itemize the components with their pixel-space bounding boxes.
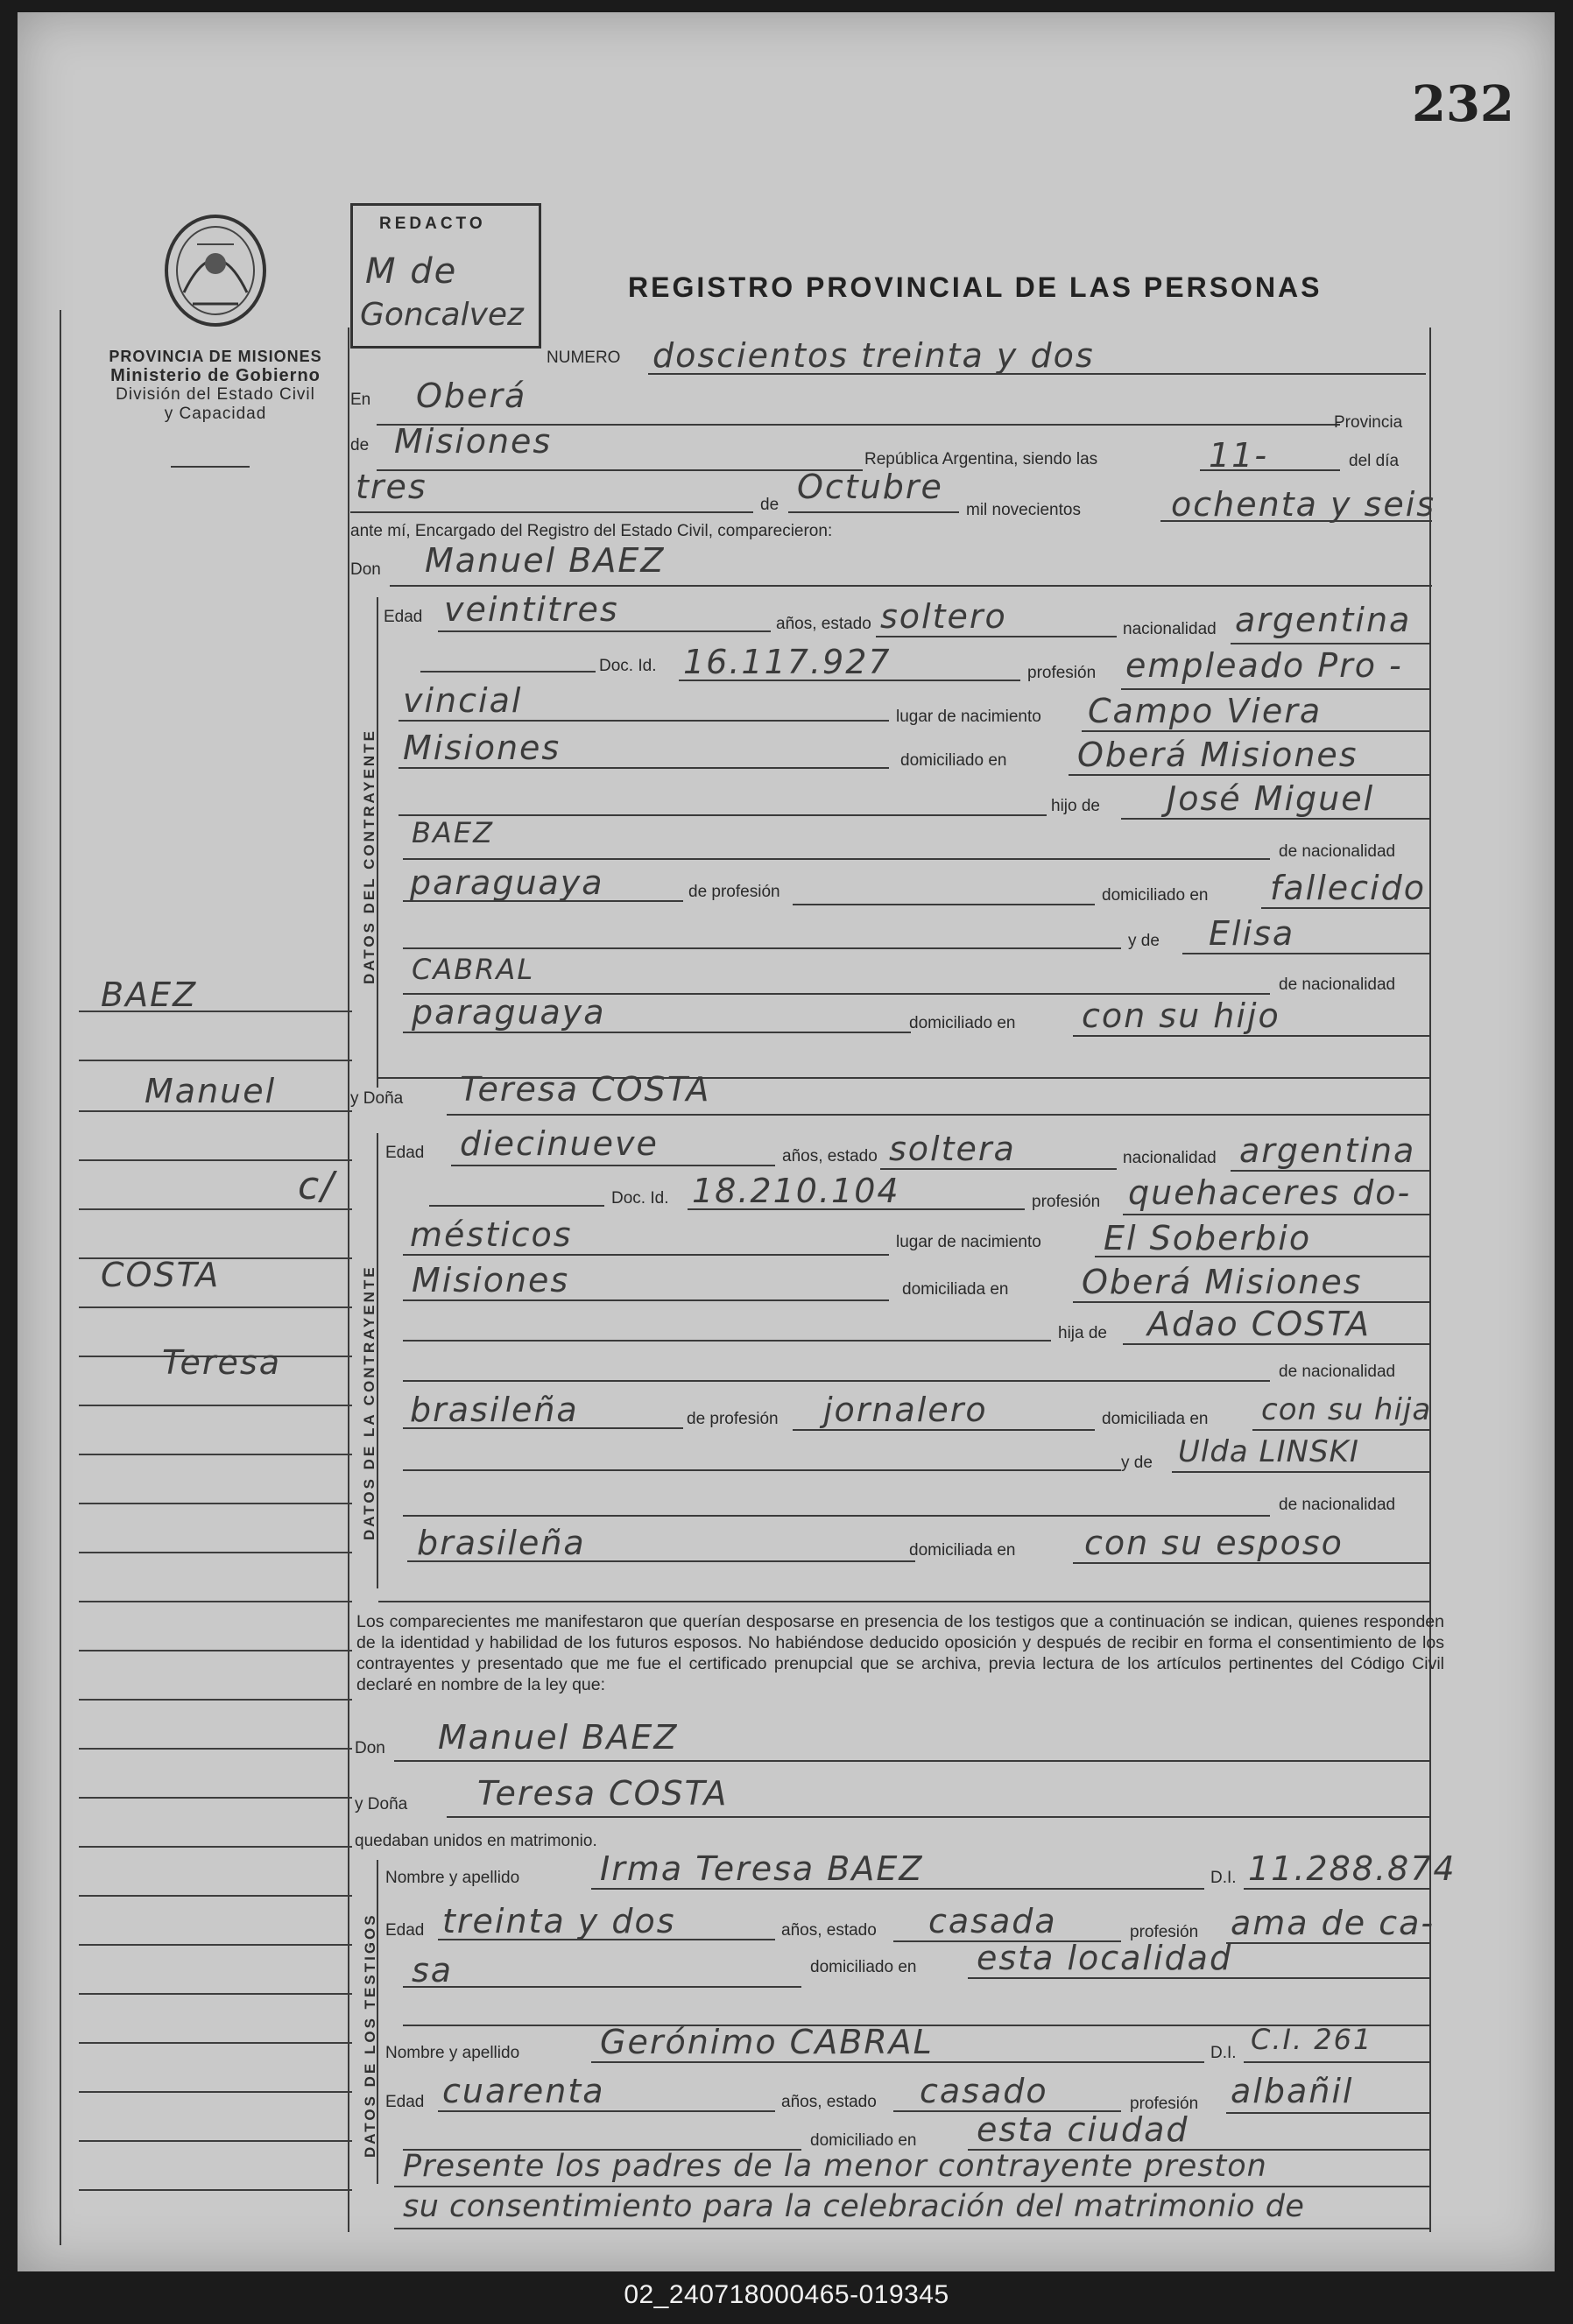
registry-title: REGISTRO PROVINCIAL DE LAS PERSONAS [628, 271, 1323, 303]
cta-madre-b-line [403, 1515, 1270, 1517]
contrayenta-nombre: Teresa COSTA [460, 1070, 711, 1109]
edad-label-4: Edad [385, 2093, 425, 2111]
contrayente-profesion-b: vincial [403, 681, 523, 720]
y-dona-label: y Doña [350, 1089, 404, 1108]
testigo1-profesion-a: ama de ca- [1231, 1904, 1435, 1942]
mes-value: Octubre [797, 468, 943, 506]
t2-prof-line [1226, 2112, 1429, 2114]
cta-padre-prof-line [793, 1429, 1095, 1431]
contrayente-nombre-line [390, 585, 1432, 587]
don-label-2: Don [355, 1739, 385, 1757]
cte-edad-line [438, 630, 771, 632]
contrayenta-lugar-nac-b: Misiones [412, 1261, 570, 1299]
cta-prof-b-line [403, 1254, 889, 1256]
cta-padre-dom-line [1252, 1429, 1429, 1431]
cte-padre-line [1121, 818, 1429, 820]
cte-lugar-line [1082, 730, 1430, 732]
t2-nombre-line [591, 2061, 1204, 2063]
contrayenta-madre: Ulda LINSKI [1178, 1434, 1359, 1469]
side-label-contrayente: DATOS DEL CONTRAYENTE [361, 729, 377, 984]
testigo2-nombre: Gerónimo CABRAL [600, 2023, 934, 2061]
cte-prof-b-line [399, 720, 889, 722]
cta-doc-line [688, 1208, 1025, 1210]
agency-capacity: y Capacidad [164, 405, 267, 423]
cta-edad-line [451, 1165, 775, 1166]
de-nacionalidad-label: de nacionalidad [1279, 842, 1396, 861]
margin-name-1: Manuel [145, 1072, 277, 1110]
hija-de-label: hija de [1058, 1324, 1107, 1342]
contrayente-estado: soltero [880, 597, 1007, 636]
margin-surname-1: BAEZ [101, 975, 198, 1014]
testigo1-nombre: Irma Teresa BAEZ [600, 1849, 924, 1888]
agency-division: División del Estado Civil [116, 385, 315, 404]
contrayente-padre-nac: paraguaya [410, 863, 604, 902]
agency-ministry: Ministerio de Gobierno [110, 366, 321, 385]
domiciliada-en-label-2: domiciliada en [1102, 1410, 1209, 1428]
contrayenta-padre-nac: brasileña [410, 1391, 579, 1429]
left-margin-rule [60, 310, 61, 2245]
agency-divider [171, 466, 250, 468]
contrayente-lugar-nac-a: Campo Viera [1088, 692, 1323, 730]
cta-padre-b-line [403, 1380, 1270, 1382]
cte-madre-dom-line [1073, 1035, 1429, 1037]
cte-doc-line [679, 680, 1020, 681]
contrayente-madre-dom: con su hijo [1082, 997, 1280, 1035]
contrayente-madre-b: CABRAL [412, 953, 535, 986]
contrayenta-madre-dom: con su esposo [1084, 1524, 1344, 1562]
declaration-don: Manuel BAEZ [438, 1718, 679, 1757]
provincia-label: Provincia [1334, 413, 1403, 432]
contrayenta-edad: diecinueve [460, 1124, 659, 1163]
provincia-value: Misiones [394, 422, 553, 461]
testigo1-edad: treinta y dos [442, 1902, 676, 1940]
hijo-de-label: hijo de [1051, 797, 1100, 815]
t1-nombre-line [591, 1888, 1204, 1890]
contrayente-domicilio: Oberá Misiones [1077, 736, 1358, 774]
hora-value: 11- [1209, 436, 1269, 475]
redacto-label: REDACTO [379, 215, 486, 233]
testigo2-di: C.I. 261 [1251, 2023, 1373, 2056]
contrayenta-estado: soltera [889, 1130, 1016, 1168]
contrayenta-nacionalidad: argentina [1239, 1131, 1416, 1170]
lugar-nacimiento-label: lugar de nacimiento [896, 708, 1041, 726]
contrayenta-profesion-a: quehaceres do- [1128, 1173, 1412, 1212]
y-dona-label-2: y Doña [355, 1795, 408, 1813]
cta-lugar-line [1095, 1256, 1429, 1257]
provincia-line [377, 469, 863, 471]
lugar-nacimiento-label-2: lugar de nacimiento [896, 1233, 1041, 1251]
redacto-name-2: Goncalvez [360, 297, 524, 333]
dia-value: tres [356, 468, 427, 506]
quedaban-label: quedaban unidos en matrimonio. [355, 1832, 597, 1850]
testigo1-domicilio: esta localidad [977, 1939, 1233, 1977]
cte-padre-b-line [403, 858, 1270, 860]
di-label: D.I. [1210, 1869, 1237, 1887]
testigo1-estado: casada [928, 1902, 1057, 1940]
contrayente-profesion-a: empleado Pro - [1125, 646, 1403, 685]
nacionalidad-label: nacionalidad [1123, 620, 1217, 638]
di-label-2: D.I. [1210, 2044, 1237, 2062]
cta-end-line [378, 1601, 1429, 1602]
cta-madre-pre-line [403, 1469, 1121, 1471]
cte-madre-nac-line [403, 1032, 911, 1033]
form-right-rule [1429, 327, 1431, 2232]
cta-nac-line [1231, 1170, 1430, 1172]
contrayenta-profesion-b: mésticos [410, 1215, 573, 1254]
t2-di-line [1244, 2061, 1429, 2063]
contrayenta-padre: Adao COSTA [1147, 1305, 1372, 1343]
de-profesion-label-2: de profesión [687, 1410, 779, 1428]
cta-padre-nac-line [403, 1427, 683, 1429]
anos-estado-label-4: años, estado [781, 2093, 877, 2111]
contrayente-nacionalidad: argentina [1235, 601, 1412, 639]
cta-dom-line [1073, 1301, 1429, 1303]
edad-label-2: Edad [385, 1144, 425, 1162]
contrayenta-padre-prof: jornalero [823, 1391, 988, 1429]
cte-prof-line [1121, 688, 1429, 690]
cte-hijo-pre-line [399, 814, 1047, 816]
contrayente-lugar-nac-b: Misiones [403, 729, 561, 767]
cta-nombre-line [447, 1114, 1429, 1116]
side-label-testigos: DATOS DE LOS TESTIGOS [362, 1912, 378, 2158]
contrayenta-doc: 18.210.104 [692, 1172, 900, 1210]
form-left-rule [348, 327, 349, 2232]
t2-edad-line [438, 2110, 775, 2112]
contrayente-padre-b: BAEZ [412, 816, 494, 849]
de-nacionalidad-label-2: de nacionalidad [1279, 975, 1396, 994]
t1-dom-line [968, 1977, 1429, 1979]
testigo2-profesion: albañil [1231, 2072, 1354, 2110]
lugar-value: Oberá [416, 377, 527, 415]
de-label: de [350, 436, 370, 454]
profesion-label-4: profesión [1130, 2095, 1199, 2113]
cta-madre-dom-line [1073, 1562, 1429, 1564]
cta-hija-pre-line [403, 1340, 1051, 1342]
de-mes-label: de [760, 496, 779, 514]
del-dia-label: del día [1349, 452, 1400, 470]
hora-line [1200, 469, 1340, 471]
legal-paragraph: Los comparecientes me manifestaron que querían desposarse en presencia de los testigos que a continuación se indican, quienes responden de la identidad y habilidad de los futuros esposos. No habiéndose deducido oposición y después de recibir en forma el consentimiento de los contrayentes y presentado que me fue el certificado prenupcial que se archiva, previa lectura de los artículos pertinentes del Código Civil declaré en nombre de la ley que: [356, 1612, 1444, 1694]
contrayente-madre-nac: paraguaya [412, 993, 606, 1032]
testigo1-di: 11.288.874 [1248, 1849, 1457, 1888]
domiciliado-en-struck-label: domiciliado en [909, 1014, 1016, 1032]
testigo2-domicilio: esta ciudad [977, 2110, 1189, 2149]
anos-estado-label-2: años, estado [782, 1147, 878, 1166]
contrayente-nombre: Manuel BAEZ [425, 541, 666, 580]
numero-label: NUMERO [547, 349, 621, 367]
domiciliada-en-label: domiciliada en [902, 1280, 1009, 1299]
t1-prof-b-line [403, 1986, 801, 1988]
margin-surname-2: COSTA [101, 1256, 221, 1294]
cta-madre-line [1172, 1471, 1429, 1473]
edad-label-3: Edad [385, 1921, 425, 1940]
domiciliado-en-label-3: domiciliado en [810, 1958, 917, 1976]
contrayente-madre-a: Elisa [1209, 914, 1295, 953]
profesion-label: profesión [1027, 664, 1097, 682]
dia-line [350, 511, 753, 513]
anio-line [1160, 520, 1432, 522]
domiciliado-en-label-4: domiciliado en [810, 2131, 917, 2150]
cte-dom-line [1069, 774, 1429, 776]
contrayente-edad: veintitres [444, 590, 619, 629]
contrayenta-madre-nac: brasileña [417, 1524, 586, 1562]
document-page [18, 12, 1555, 2271]
cta-madre-nac-line [407, 1560, 915, 1562]
contrayenta-lugar-nac-a: El Soberbio [1104, 1219, 1312, 1257]
cte-padre-nac-line [403, 900, 683, 902]
cta-padre-line [1123, 1343, 1429, 1345]
nacionalidad-label-2: nacionalidad [1123, 1149, 1217, 1167]
note-line-2: su consentimiento para la celebración del matrimonio de [403, 2189, 1305, 2224]
side-label-contrayenta: DATOS DE LA CONTRAYENTE [361, 1264, 377, 1540]
domiciliada-en-struck-label: domiciliada en [909, 1541, 1016, 1560]
cta-prof-line [1123, 1214, 1429, 1215]
t1-di-line [1244, 1888, 1429, 1890]
nombre-apellido-label: Nombre y apellido [385, 1869, 520, 1887]
cte-estado-line [876, 636, 1117, 637]
margin-name-2: Teresa [162, 1343, 281, 1382]
numero-value: doscientos treinta y dos [652, 336, 1095, 375]
profesion-label-3: profesión [1130, 1923, 1199, 1941]
agency-block [79, 347, 352, 424]
republica-label: República Argentina, siendo las [864, 450, 1098, 468]
edad-label: Edad [384, 608, 423, 626]
doc-id-label-2: Doc. Id. [611, 1189, 669, 1208]
testigo2-estado: casado [920, 2072, 1048, 2110]
t1-edad-line [438, 1939, 775, 1940]
cta-estado-line [880, 1168, 1117, 1170]
decl-don-line [394, 1760, 1429, 1762]
scan-identifier: 02_240718000465-019345 [624, 2280, 949, 2309]
testigo2-edad: cuarenta [442, 2072, 605, 2110]
provincial-seal-logo [158, 209, 273, 332]
cta-doc-pre-line [429, 1205, 604, 1207]
note-1-line [394, 2186, 1429, 2187]
domiciliado-en-label: domiciliado en [900, 751, 1007, 770]
margin-conj: c/ [298, 1164, 336, 1208]
cte-nac-line [1231, 643, 1430, 644]
anos-estado-label: años, estado [776, 615, 871, 633]
domiciliado-en-label-2: domiciliado en [1102, 886, 1209, 905]
de-profesion-label: de profesión [688, 883, 780, 901]
anio-value: ochenta y seis [1171, 485, 1436, 524]
redacto-name-1: M de [365, 251, 458, 292]
contrayente-doc: 16.117.927 [683, 643, 892, 681]
cte-padre-dom-line [1261, 907, 1429, 909]
doc-id-label: Doc. Id. [599, 657, 657, 675]
cte-doc-pre-line [420, 671, 596, 673]
t1-prof-line [1226, 1942, 1429, 1944]
contrayenta-padre-dom: con su hija [1261, 1392, 1432, 1427]
contrayente-padre-a: José Miguel [1167, 779, 1375, 818]
cte-padre-prof-line [793, 904, 1095, 905]
don-label: Don [350, 560, 381, 579]
de-nacionalidad-label-4: de nacionalidad [1279, 1496, 1396, 1514]
agency-province: PROVINCIA DE MISIONES [109, 348, 322, 365]
contrayenta-domicilio: Oberá Misiones [1082, 1263, 1363, 1301]
mes-line [788, 511, 959, 513]
ante-mi-label: ante mí, Encargado del Registro del Estado Civil, comparecieron: [350, 522, 833, 540]
redacto-box [350, 203, 541, 349]
contrayente-padre-dom: fallecido [1270, 869, 1426, 907]
declaration-dona: Teresa COSTA [477, 1774, 729, 1813]
y-de-label-2: y de [1121, 1454, 1153, 1472]
profesion-label-2: profesión [1032, 1193, 1101, 1211]
cte-madre-line [1182, 953, 1429, 954]
note-2-line [394, 2228, 1429, 2229]
decl-dona-line [447, 1816, 1429, 1818]
numero-line [648, 373, 1426, 375]
note-line-1: Presente los padres de la menor contrayente preston [403, 2149, 1267, 2184]
de-nacionalidad-label-3: de nacionalidad [1279, 1363, 1396, 1381]
page-number: 232 [1412, 75, 1514, 133]
cta-lugar-b-line [403, 1299, 889, 1301]
testigo1-profesion-b: sa [412, 1951, 454, 1989]
y-de-label: y de [1128, 932, 1160, 950]
mil-novecientos-label: mil novecientos [966, 501, 1081, 519]
anos-estado-label-3: años, estado [781, 1921, 877, 1940]
en-label: En [350, 391, 371, 409]
cte-madre-pre-line [403, 947, 1121, 949]
nombre-apellido-label-2: Nombre y apellido [385, 2044, 520, 2062]
cte-lugar-b-line [399, 767, 889, 769]
